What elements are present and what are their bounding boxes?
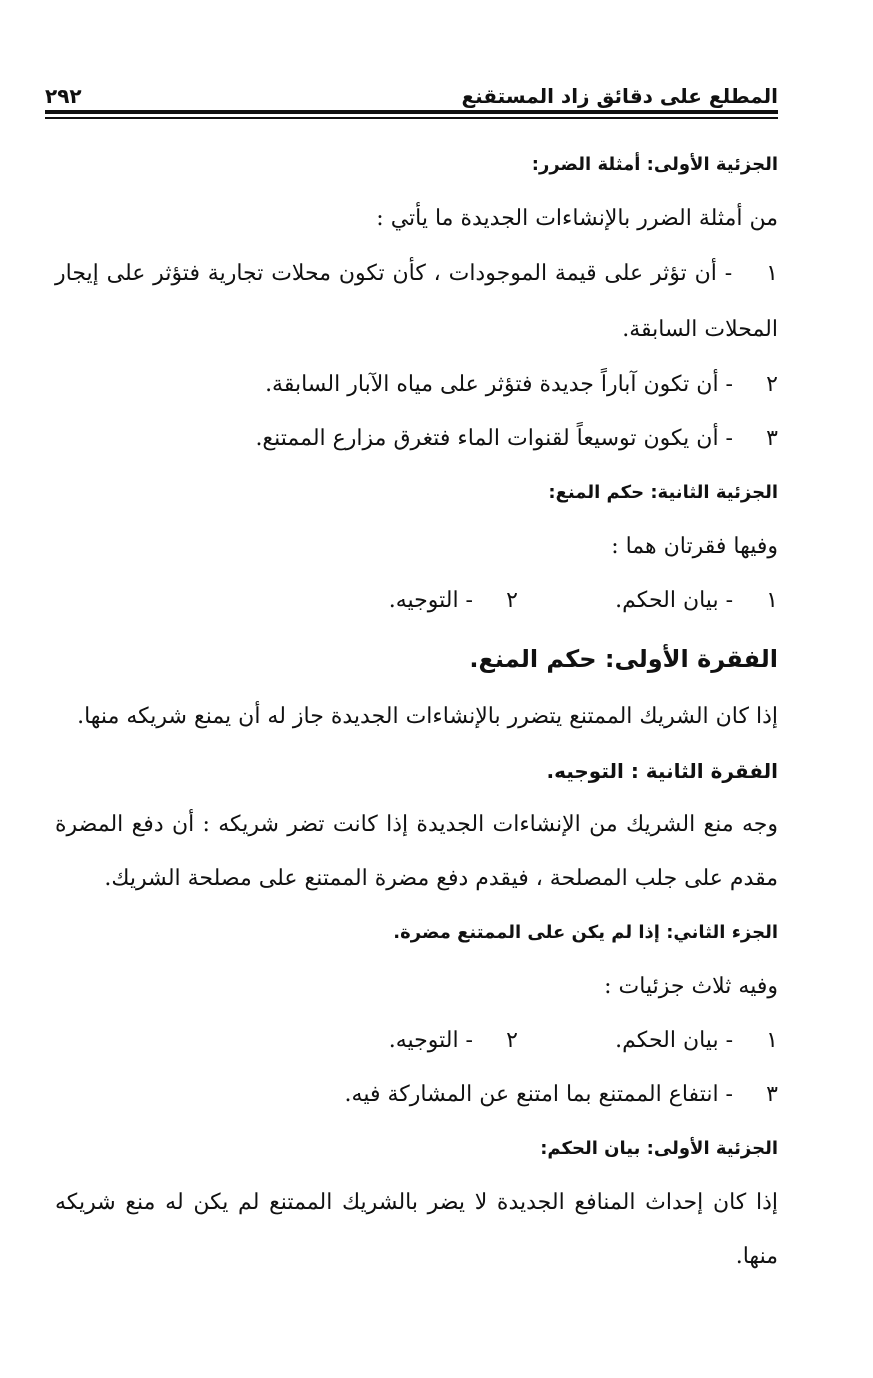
list-item (518, 574, 778, 628)
paragraph: إذا كان إحداث المنافع الجديدة لا يضر بالشريك الممتنع لم يكن له منع شريكه منها. (55, 1190, 778, 1269)
header-rule-thick (45, 110, 778, 114)
list-number: ٢ (766, 372, 778, 397)
list-text: - بيان الحكم. (615, 588, 733, 613)
two-column-list (55, 574, 778, 628)
subsection-heading: الجزئية الثانية: حكم المنع: (548, 482, 778, 503)
list-item (518, 1014, 778, 1068)
list-text: - التوجيه. (388, 1028, 473, 1053)
paragraph-heading: الفقرة الثانية : التوجيه. (546, 759, 778, 783)
paragraph-heading: الفقرة الأولى: حكم المنع. (469, 645, 778, 673)
list-text: - بيان الحكم. (615, 1028, 733, 1053)
list-item (55, 358, 778, 412)
paragraph: وفيها فقرتان هما : (611, 534, 778, 559)
page-number: ٢٩٢ (45, 84, 82, 108)
section-heading: الجزء الثاني: إذا لم يكن على الممتنع مضرة. (393, 922, 778, 943)
list-number: ١ (766, 1028, 778, 1053)
subsection-heading: الجزئية الأولى: أمثلة الضرر: (531, 154, 778, 175)
running-title: المطلع على دقائق زاد المستقنع (461, 84, 778, 108)
page-header (45, 68, 778, 108)
list-item (258, 1014, 518, 1068)
list-number: ٢ (506, 588, 518, 613)
list-text: - أن تكون آباراً جديدة فتؤثر على مياه الآبار السابقة. (265, 372, 733, 397)
list-text: - أن يكون توسيعاً لقنوات الماء فتغرق مزارع الممتنع. (255, 426, 733, 451)
list-item (55, 246, 778, 358)
page-body (55, 138, 778, 1284)
subsection-heading: الجزئية الأولى: بيان الحكم: (540, 1138, 778, 1159)
list-text: - أن تؤثر على قيمة الموجودات ، كأن تكون محلات تجارية فتؤثر على إيجار المحلات السابقة. (55, 261, 778, 342)
list-item (55, 412, 778, 466)
paragraph: إذا كان الشريك الممتنع يتضرر بالإنشاءات الجديدة جاز له أن يمنع شريكه منها. (77, 704, 778, 729)
paragraph: من أمثلة الضرر بالإنشاءات الجديدة ما يأتي : (376, 206, 778, 231)
list-number: ١ (766, 261, 778, 286)
list-number: ٢ (506, 1028, 518, 1053)
list-item (55, 1068, 778, 1122)
list-text: - انتفاع الممتنع بما امتنع عن المشاركة فيه. (344, 1082, 733, 1107)
list-number: ٣ (766, 426, 778, 451)
paragraph: وجه منع الشريك من الإنشاءات الجديدة إذا كانت تضر شريكه : أن دفع المضرة مقدم على جلب المصلحة ، فيقدم دفع مضرة الممتنع على مصلحة الشريك. (55, 812, 778, 891)
list-item (258, 574, 518, 628)
list-number: ١ (766, 588, 778, 613)
list-number: ٣ (766, 1082, 778, 1107)
header-rule-thin (45, 117, 778, 119)
list-text: - التوجيه. (388, 588, 473, 613)
paragraph: وفيه ثلاث جزئيات : (604, 974, 778, 999)
two-column-list (55, 1014, 778, 1068)
